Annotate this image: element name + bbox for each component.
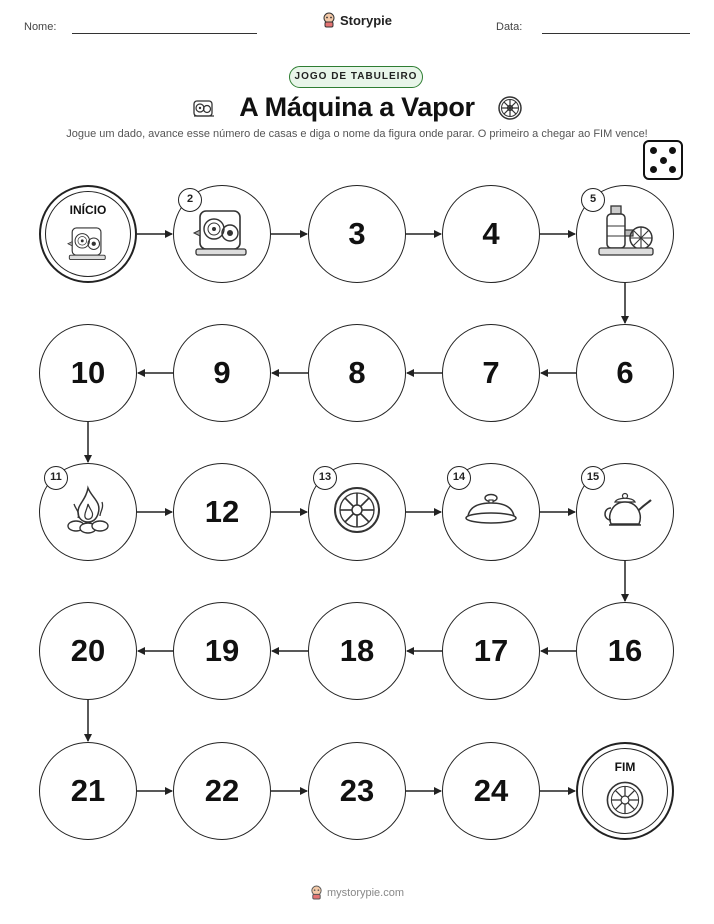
cell-number-badge: 5	[581, 188, 605, 212]
board-cell-13	[308, 463, 406, 561]
board-cell-15	[576, 463, 674, 561]
brand-name: Storypie	[339, 12, 392, 28]
instructions: Jogue um dado, avance esse número de casas e diga o nome da figura onde parar. O primeiro a chegar ao FIM vence!	[66, 128, 648, 140]
board-cell-3	[308, 185, 406, 283]
cell-number-badge: 15	[581, 466, 605, 490]
end-cell-label: FIM	[614, 760, 636, 774]
board-cell-19	[173, 602, 271, 700]
board-cell-23	[308, 742, 406, 840]
cell-number: 10	[70, 355, 106, 390]
board-cell-16	[576, 602, 674, 700]
board-cell-24	[442, 742, 540, 840]
board-cell-21	[39, 742, 137, 840]
board-cell-14	[442, 463, 540, 561]
cell-number: 12	[204, 494, 240, 529]
footer	[0, 885, 714, 905]
board-cell-12	[173, 463, 271, 561]
cell-number: 24	[473, 773, 509, 808]
cell-number: 6	[616, 355, 634, 390]
start-cell-label: INÍCIO	[69, 203, 107, 217]
board-cell-10	[39, 324, 137, 422]
boiler-engine-icon	[593, 200, 657, 269]
board-cell-9	[173, 324, 271, 422]
cell-number: 9	[213, 355, 231, 390]
board-cell-5	[576, 185, 674, 283]
cell-number: 17	[473, 633, 509, 668]
board-cell-20	[39, 602, 137, 700]
cell-number: 16	[607, 633, 643, 668]
board-cell-7	[442, 324, 540, 422]
pot-lid-icon	[462, 490, 520, 535]
page-title: A Máquina a Vapor	[239, 92, 475, 122]
cell-number: 8	[348, 355, 366, 390]
cell-number: 3	[348, 216, 366, 251]
end-cell	[576, 742, 674, 840]
cell-number-badge: 11	[44, 466, 68, 490]
board-cell-8	[308, 324, 406, 422]
board-cell-17	[442, 602, 540, 700]
steam-engine-icon	[65, 221, 111, 270]
cell-number-badge: 13	[313, 466, 337, 490]
board-cell-18	[308, 602, 406, 700]
board-cell-4	[442, 185, 540, 283]
kettle-icon	[597, 488, 653, 537]
cell-number: 19	[204, 633, 240, 668]
cell-number: 21	[70, 773, 106, 808]
fire-icon	[58, 482, 118, 543]
board-cell-2	[173, 185, 271, 283]
cell-number: 4	[482, 216, 500, 251]
board-cell-22	[173, 742, 271, 840]
storypie-mascot-icon	[310, 885, 323, 900]
cell-number: 22	[204, 773, 240, 808]
start-cell	[39, 185, 137, 283]
board-cell-11	[39, 463, 137, 561]
name-label: Nome:	[24, 21, 57, 33]
cell-number: 20	[70, 633, 106, 668]
wheel-icon	[605, 780, 645, 825]
cell-number-badge: 2	[178, 188, 202, 212]
cell-number: 18	[339, 633, 375, 668]
wheel-icon	[332, 485, 382, 540]
steam-engine-icon	[190, 203, 254, 266]
cell-number-badge: 14	[447, 466, 471, 490]
cell-number: 23	[339, 773, 375, 808]
board-cell-6	[576, 324, 674, 422]
cell-number: 7	[482, 355, 500, 390]
footer-url: mystorypie.com	[326, 886, 405, 899]
game-type-pill: JOGO DE TABULEIRO	[289, 66, 423, 88]
date-label: Data:	[496, 21, 523, 33]
